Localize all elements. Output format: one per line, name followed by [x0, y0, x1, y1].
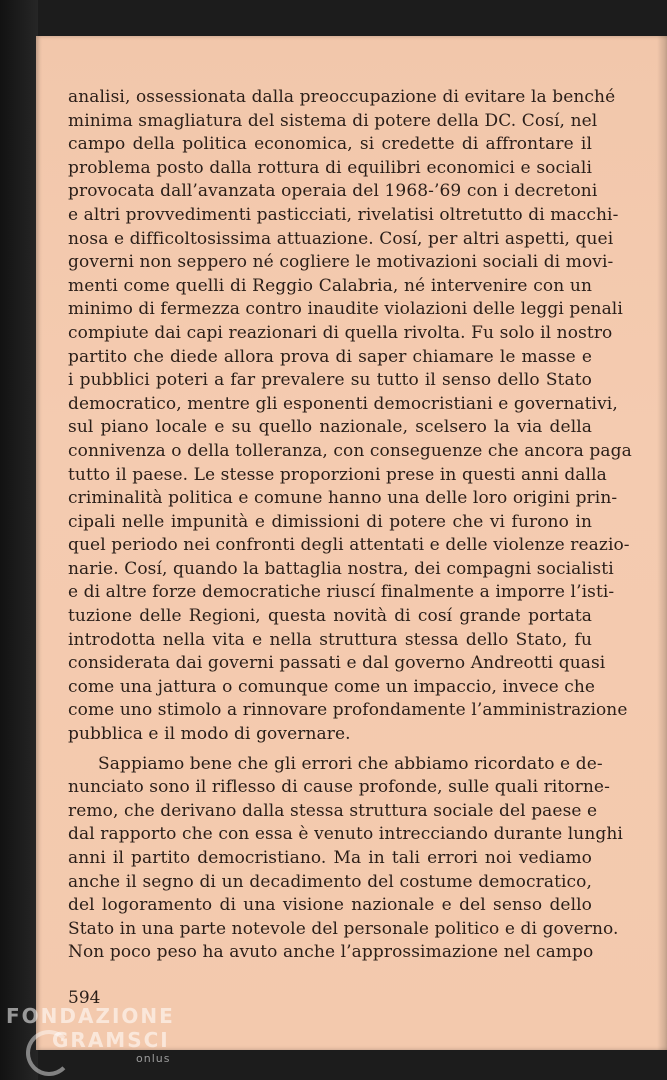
watermark-line-1: FONDAZIONE [6, 1004, 175, 1028]
text-line: criminalità politica e comune hanno una delle loro origini prin- [68, 488, 618, 509]
text-line: governi non seppero né cogliere le motivazioni sociali di movi- [68, 252, 614, 273]
text-line: pubblica e il modo di governare. [68, 724, 351, 745]
watermark-logo [6, 1004, 175, 1066]
text-line: del logoramento di una visione nazionale e del senso dello [68, 895, 592, 916]
text-line: considerata dai governi passati e dal governo Andreotti quasi [68, 653, 606, 674]
body-text [68, 86, 632, 965]
text-line: partito che diede allora prova di saper chiamare le masse e [68, 346, 592, 367]
text-line: introdotta nella vita e nella struttura stessa dello Stato, fu [68, 629, 592, 650]
text-line: campo della politica economica, si credette di affrontare il [68, 134, 592, 155]
text-line: analisi, ossessionata dalla preoccupazione di evitare la benché [68, 87, 616, 107]
text-line: come una jattura o comunque come un impaccio, invece che [68, 676, 596, 697]
text-line: e di altre forze democratiche riuscí finalmente a imporre l’isti- [68, 582, 615, 603]
text-line: nosa e difficoltosissima attuazione. Cosí, per altri aspetti, quei [68, 228, 614, 249]
page-number: 594 [68, 988, 101, 1008]
text-line: Non poco peso ha avuto anche l’approssimazione nel campo [68, 942, 594, 963]
text-line: minima smagliatura del sistema di potere della DC. Cosí, nel [68, 110, 598, 131]
text-line: provocata dall’avanzata operaia del 1968-’69 con i decretoni [68, 181, 598, 202]
text-line: narie. Cosí, quando la battaglia nostra, dei compagni socialisti [68, 558, 614, 579]
text-line: anni il partito democristiano. Ma in tali errori noi vediamo [68, 848, 592, 868]
text-line: compiute dai capi reazionari di quella rivolta. Fu solo il nostro [68, 322, 613, 343]
watermark-line-2: GRAMSCI [52, 1028, 170, 1052]
paragraph-2 [68, 753, 623, 965]
book-spine-shadow [0, 0, 38, 1080]
text-line: i pubblici poteri a far prevalere su tutto il senso dello Stato [68, 370, 592, 391]
text-line: Sappiamo bene che gli errori che abbiamo ricordato e de- [98, 753, 603, 774]
text-line: connivenza o della tolleranza, con conseguenze che ancora paga [68, 440, 632, 461]
text-line: sul piano locale e su quello nazionale, scelsero la via della [68, 417, 592, 438]
text-line: dal rapporto che con essa è venuto intrecciando durante lunghi [68, 824, 623, 845]
paragraph-1 [68, 86, 632, 747]
text-line: menti come quelli di Reggio Calabria, né intervenire con un [68, 275, 592, 296]
text-line: quel periodo nei confronti degli attentati e delle violenze reazio- [68, 535, 630, 556]
text-line: democratico, mentre gli esponenti democristiani e governativi, [68, 393, 618, 414]
text-line: remo, che derivano dalla stessa struttura sociale del paese e [68, 800, 598, 821]
text-line: minimo di fermezza contro inaudite violazioni delle leggi penali [68, 299, 623, 320]
text-line: nunciato sono il riflesso di cause profonde, sulle quali ritorne- [68, 777, 610, 798]
page-edge-shadow [657, 36, 667, 1050]
text-line: anche il segno di un decadimento del costume democratico, [68, 871, 592, 892]
text-line: cipali nelle impunità e dimissioni di potere che vi furono in [68, 511, 592, 532]
text-line: come uno stimolo a rinnovare profondamente l’amministrazione [68, 700, 628, 721]
watermark-line-3: onlus [136, 1052, 171, 1065]
text-line: problema posto dalla rottura di equilibri economici e sociali [68, 157, 592, 178]
text-line: e altri provvedimenti pasticciati, rivelatisi oltretutto di macchi- [68, 204, 619, 225]
text-line: tutto il paese. Le stesse proporzioni prese in questi anni dalla [68, 464, 607, 485]
text-line: Stato in una parte notevole del personale politico e di governo. [68, 918, 619, 939]
text-line: tuzione delle Regioni, questa novità di cosí grande portata [68, 606, 592, 627]
